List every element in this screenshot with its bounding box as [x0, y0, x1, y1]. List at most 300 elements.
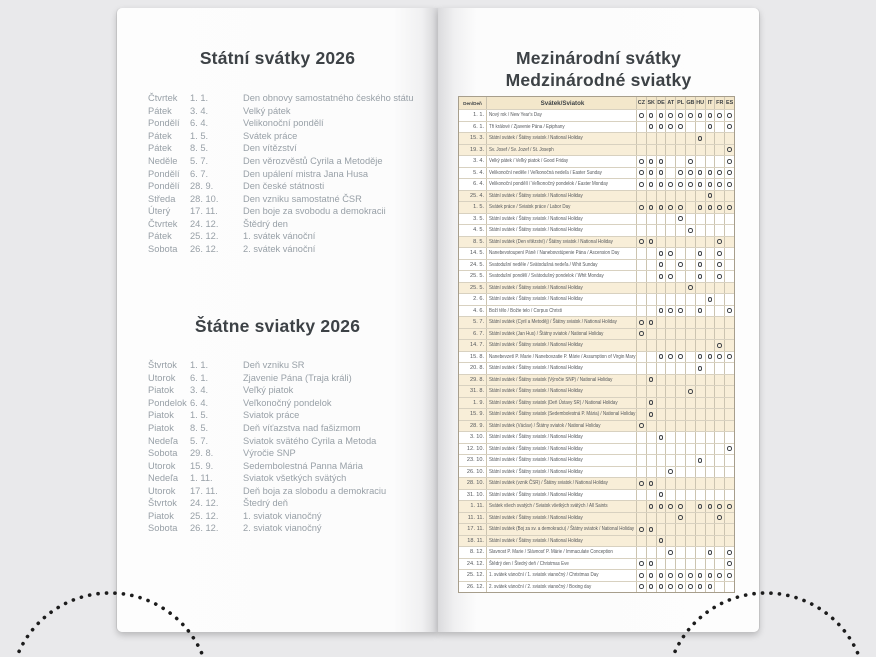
holiday-date: 14. 7.: [459, 340, 487, 351]
holiday-mark-circle: [698, 584, 703, 589]
table-row: [459, 466, 734, 478]
holiday-weekday: Pátek: [148, 231, 172, 242]
holiday-name: [487, 317, 637, 328]
table-row: [459, 385, 734, 397]
mark-cell-cz: [637, 122, 647, 133]
mark-cell-at: [666, 191, 676, 202]
mark-cell-pl: [676, 547, 686, 558]
mark-cell-fr: [715, 490, 725, 501]
czech-list-item: [148, 155, 426, 168]
mark-cell-sk: [647, 271, 657, 282]
holiday-name-text: Státní svátek (Boj za sv. a demokraciu) / Štátny sviatok / National Holiday: [489, 526, 635, 533]
column-header-country-gb: GB: [686, 97, 696, 109]
mark-cell-de: [657, 340, 667, 351]
mark-cell-hu: [696, 237, 706, 248]
mark-cell-cz: [637, 559, 647, 570]
mark-cell-at: [666, 421, 676, 432]
holiday-date: 3. 4.: [459, 156, 487, 167]
mark-cell-cz: [637, 501, 647, 512]
mark-cell-it: [706, 191, 716, 202]
holiday-name: [487, 513, 637, 524]
mark-cell-fr: [715, 260, 725, 271]
mark-cell-sk: [647, 145, 657, 156]
holiday-date: 3. 4.: [190, 105, 209, 116]
mark-cell-gb: [686, 409, 696, 420]
mark-cell-de: [657, 363, 667, 374]
mark-cell-gb: [686, 179, 696, 190]
mark-cell-fr: [715, 122, 725, 133]
slovak-list-item: [148, 372, 426, 385]
mark-cell-fr: [715, 432, 725, 443]
holiday-mark-circle: [727, 446, 732, 451]
mark-cell-de: [657, 271, 667, 282]
holiday-name: [487, 202, 637, 213]
holiday-mark-circle: [659, 504, 664, 509]
mark-cell-fr: [715, 271, 725, 282]
mark-cell-de: [657, 455, 667, 466]
holiday-weekday: Sobota: [148, 243, 178, 254]
table-header-row: [459, 97, 734, 109]
mark-cell-gb: [686, 340, 696, 351]
table-row: [459, 512, 734, 524]
mark-cell-sk: [647, 248, 657, 259]
holiday-name: Den věrozvěstů Cyrila a Metoděje: [243, 156, 383, 166]
mark-cell-sk: [647, 524, 657, 535]
mark-cell-cz: [637, 237, 647, 248]
mark-cell-pl: [676, 386, 686, 397]
holiday-mark-circle: [698, 262, 703, 267]
holiday-name: [487, 409, 637, 420]
holiday-name: [487, 168, 637, 179]
holiday-date: 28. 10.: [190, 193, 219, 204]
mark-cell-it: [706, 179, 716, 190]
holiday-name: Sedembolestná Panna Mária: [243, 460, 363, 471]
mark-cell-it: [706, 432, 716, 443]
holiday-mark-circle: [688, 113, 693, 118]
mark-cell-gb: [686, 271, 696, 282]
holiday-mark-circle: [659, 492, 664, 497]
mark-cell-hu: [696, 317, 706, 328]
slovak-holidays-list: [148, 359, 426, 535]
mark-cell-at: [666, 352, 676, 363]
mark-cell-at: [666, 340, 676, 351]
mark-cell-sk: [647, 363, 657, 374]
mark-cell-it: [706, 237, 716, 248]
mark-cell-fr: [715, 202, 725, 213]
mark-cell-pl: [676, 329, 686, 340]
mark-cell-pl: [676, 467, 686, 478]
mark-cell-it: [706, 398, 716, 409]
slovak-list-item: [148, 447, 426, 460]
mark-cell-es: [725, 386, 734, 397]
holiday-mark-circle: [727, 205, 732, 210]
table-row: [459, 109, 734, 121]
mark-cell-cz: [637, 283, 647, 294]
holiday-mark-circle: [659, 584, 664, 589]
table-row: [459, 546, 734, 558]
holiday-name-text: Státní svátek / Štátny sviatok / National Holiday: [489, 445, 583, 452]
mark-cell-pl: [676, 317, 686, 328]
holiday-name-text: Tři králové / Zjavenie Pána / Epiphany: [489, 123, 565, 130]
holiday-date: 26. 12.: [190, 523, 219, 534]
table-row: [459, 569, 734, 581]
mark-cell-sk: [647, 490, 657, 501]
mark-cell-fr: [715, 317, 725, 328]
mark-cell-it: [706, 248, 716, 259]
table-row: [459, 236, 734, 248]
holiday-mark-circle: [678, 504, 683, 509]
mark-cell-de: [657, 352, 667, 363]
slovak-list-item: [148, 359, 426, 372]
holiday-date: 28. 10.: [459, 478, 487, 489]
holiday-mark-circle: [717, 239, 722, 244]
mark-cell-hu: [696, 386, 706, 397]
holiday-name: [487, 110, 637, 121]
mark-cell-cz: [637, 524, 647, 535]
mark-cell-at: [666, 467, 676, 478]
mark-cell-pl: [676, 202, 686, 213]
mark-cell-hu: [696, 547, 706, 558]
mark-cell-it: [706, 570, 716, 581]
mark-cell-sk: [647, 536, 657, 547]
mark-cell-fr: [715, 582, 725, 593]
mark-cell-cz: [637, 260, 647, 271]
holiday-date: 1. 11.: [459, 501, 487, 512]
mark-cell-cz: [637, 191, 647, 202]
mark-cell-cz: [637, 547, 647, 558]
holiday-name: [487, 352, 637, 363]
holiday-mark-circle: [649, 205, 654, 210]
mark-cell-de: [657, 386, 667, 397]
mark-cell-es: [725, 179, 734, 190]
mark-cell-cz: [637, 582, 647, 593]
mark-cell-fr: [715, 375, 725, 386]
mark-cell-es: [725, 317, 734, 328]
holiday-name: Veľkonočný pondelok: [243, 397, 332, 408]
mark-cell-cz: [637, 375, 647, 386]
table-row: [459, 454, 734, 466]
mark-cell-gb: [686, 191, 696, 202]
mark-cell-at: [666, 501, 676, 512]
mark-cell-de: [657, 467, 667, 478]
mark-cell-gb: [686, 582, 696, 593]
holiday-mark-circle: [717, 343, 722, 348]
mark-cell-de: [657, 547, 667, 558]
mark-cell-gb: [686, 329, 696, 340]
mark-cell-cz: [637, 409, 647, 420]
mark-cell-hu: [696, 122, 706, 133]
mark-cell-es: [725, 248, 734, 259]
holiday-name: [487, 363, 637, 374]
czech-list-item: [148, 192, 426, 205]
holiday-name: [487, 145, 637, 156]
holiday-mark-circle: [659, 159, 664, 164]
mark-cell-fr: [715, 179, 725, 190]
holiday-date: 6. 4.: [459, 179, 487, 190]
mark-cell-es: [725, 191, 734, 202]
mark-cell-it: [706, 271, 716, 282]
holiday-date: 1. 5.: [190, 130, 209, 141]
mark-cell-sk: [647, 122, 657, 133]
holiday-mark-circle: [649, 573, 654, 578]
mark-cell-gb: [686, 363, 696, 374]
holiday-mark-circle: [698, 170, 703, 175]
holiday-mark-circle: [668, 469, 673, 474]
mark-cell-cz: [637, 225, 647, 236]
mark-cell-fr: [715, 156, 725, 167]
mark-cell-es: [725, 501, 734, 512]
mark-cell-de: [657, 432, 667, 443]
holiday-name-text: Státní svátek / Štátny sviatok (Výročie SNP) / National Holiday: [489, 376, 613, 383]
table-row: [459, 535, 734, 547]
mark-cell-sk: [647, 455, 657, 466]
holiday-name: [487, 340, 637, 351]
mark-cell-at: [666, 455, 676, 466]
mark-cell-gb: [686, 283, 696, 294]
table-row: [459, 523, 734, 535]
holiday-mark-circle: [727, 170, 732, 175]
mark-cell-gb: [686, 156, 696, 167]
mark-cell-hu: [696, 501, 706, 512]
mark-cell-es: [725, 490, 734, 501]
holiday-mark-circle: [727, 561, 732, 566]
holiday-mark-circle: [717, 504, 722, 509]
mark-cell-sk: [647, 513, 657, 524]
holiday-mark-circle: [639, 205, 644, 210]
holiday-mark-circle: [639, 182, 644, 187]
holiday-date: 15. 8.: [459, 352, 487, 363]
mark-cell-it: [706, 478, 716, 489]
holiday-date: 4. 6.: [459, 306, 487, 317]
mark-cell-it: [706, 133, 716, 144]
holiday-name: [487, 375, 637, 386]
holiday-name-text: Státní svátek / Štátny sviatok / National Holiday: [489, 284, 583, 291]
holiday-mark-circle: [727, 308, 732, 313]
mark-cell-it: [706, 306, 716, 317]
holiday-mark-circle: [708, 193, 713, 198]
holiday-date: 3. 4.: [190, 385, 209, 396]
holiday-date: 23. 10.: [459, 455, 487, 466]
mark-cell-gb: [686, 145, 696, 156]
holiday-name: [487, 283, 637, 294]
table-row: [459, 201, 734, 213]
czech-list-item: [148, 243, 426, 256]
holiday-date: 6. 7.: [190, 168, 209, 179]
mark-cell-it: [706, 145, 716, 156]
holiday-mark-circle: [717, 262, 722, 267]
mark-cell-at: [666, 145, 676, 156]
mark-cell-cz: [637, 490, 647, 501]
holiday-mark-circle: [649, 481, 654, 486]
holiday-name-text: Velikonoční neděle / Veľkonočná nedeľa / Easter Sunday: [489, 169, 602, 176]
holiday-mark-circle: [639, 584, 644, 589]
table-row: [459, 374, 734, 386]
mark-cell-cz: [637, 386, 647, 397]
mark-cell-de: [657, 559, 667, 570]
table-row: [459, 581, 734, 593]
mark-cell-cz: [637, 352, 647, 363]
holiday-mark-circle: [639, 159, 644, 164]
holiday-name-text: Sv. Josef / Sv. Jozef / St. Joseph: [489, 146, 554, 153]
mark-cell-cz: [637, 432, 647, 443]
mark-cell-pl: [676, 133, 686, 144]
holiday-name: [487, 179, 637, 190]
mark-cell-hu: [696, 110, 706, 121]
mark-cell-gb: [686, 513, 696, 524]
czech-list-item: [148, 142, 426, 155]
holiday-mark-circle: [708, 297, 713, 302]
mark-cell-sk: [647, 306, 657, 317]
mark-cell-de: [657, 444, 667, 455]
holiday-name: [487, 248, 637, 259]
holiday-date: 26. 10.: [459, 467, 487, 478]
holiday-mark-circle: [678, 573, 683, 578]
mark-cell-at: [666, 202, 676, 213]
holiday-name-text: Státní svátek / Štátny sviatok / National Holiday: [489, 135, 583, 142]
holiday-date: 5. 7.: [190, 156, 209, 166]
mark-cell-at: [666, 122, 676, 133]
mark-cell-sk: [647, 409, 657, 420]
mark-cell-sk: [647, 478, 657, 489]
mark-cell-es: [725, 444, 734, 455]
mark-cell-gb: [686, 386, 696, 397]
holiday-date: 31. 10.: [459, 490, 487, 501]
mark-cell-es: [725, 260, 734, 271]
holiday-date: 25. 12.: [190, 510, 219, 521]
slovak-list-item: [148, 409, 426, 422]
mark-cell-pl: [676, 582, 686, 593]
table-row: [459, 351, 734, 363]
table-row: [459, 155, 734, 167]
mark-cell-sk: [647, 179, 657, 190]
holiday-date: 17. 11.: [459, 524, 487, 535]
mark-cell-it: [706, 455, 716, 466]
mark-cell-fr: [715, 248, 725, 259]
holiday-mark-circle: [649, 400, 654, 405]
mark-cell-it: [706, 122, 716, 133]
mark-cell-it: [706, 202, 716, 213]
mark-cell-hu: [696, 214, 706, 225]
holiday-mark-circle: [688, 228, 693, 233]
holiday-mark-circle: [649, 504, 654, 509]
holiday-mark-circle: [717, 170, 722, 175]
mark-cell-pl: [676, 294, 686, 305]
slovak-list-item: [148, 510, 426, 523]
mark-cell-sk: [647, 444, 657, 455]
holiday-name-text: Státní svátek / Štátny sviatok / National Holiday: [489, 365, 583, 372]
mark-cell-pl: [676, 398, 686, 409]
mark-cell-cz: [637, 168, 647, 179]
mark-cell-hu: [696, 478, 706, 489]
mark-cell-pl: [676, 352, 686, 363]
mark-cell-de: [657, 398, 667, 409]
holiday-name-text: Státní svátek / Štátny sviatok (Sedembolestná P. Mária) / National Holiday: [489, 411, 636, 418]
slovak-list-item: [148, 434, 426, 447]
mark-cell-cz: [637, 294, 647, 305]
mark-cell-cz: [637, 145, 647, 156]
holiday-mark-circle: [639, 527, 644, 532]
mark-cell-cz: [637, 478, 647, 489]
holiday-weekday: Pátek: [148, 105, 172, 116]
holiday-name: 2. svátek vánoční: [243, 243, 316, 254]
holiday-date: 15. 3.: [459, 133, 487, 144]
mark-cell-hu: [696, 363, 706, 374]
holiday-name: [487, 444, 637, 455]
holiday-mark-circle: [649, 527, 654, 532]
slovak-list-item: [148, 484, 426, 497]
holiday-date: 6. 4.: [190, 118, 209, 129]
holiday-mark-circle: [649, 561, 654, 566]
mark-cell-es: [725, 168, 734, 179]
holiday-weekday: Utorok: [148, 460, 176, 471]
mark-cell-de: [657, 214, 667, 225]
holiday-name: [487, 271, 637, 282]
mark-cell-gb: [686, 547, 696, 558]
mark-cell-sk: [647, 340, 657, 351]
holiday-weekday: Piatok: [148, 423, 174, 433]
table-row: [459, 431, 734, 443]
holiday-mark-circle: [659, 538, 664, 543]
holiday-name: Den české státnosti: [243, 181, 325, 192]
holiday-mark-circle: [708, 550, 713, 555]
mark-cell-hu: [696, 582, 706, 593]
table-row: [459, 316, 734, 328]
czech-list-item: [148, 205, 426, 218]
holiday-mark-circle: [659, 308, 664, 313]
holiday-mark-circle: [639, 320, 644, 325]
mark-cell-sk: [647, 398, 657, 409]
holiday-mark-circle: [659, 354, 664, 359]
holiday-mark-circle: [649, 170, 654, 175]
mark-cell-es: [725, 375, 734, 386]
mark-cell-de: [657, 524, 667, 535]
mark-cell-es: [725, 237, 734, 248]
holiday-mark-circle: [717, 182, 722, 187]
title-line-slovak: Medzinárodné sviatky: [505, 69, 692, 90]
mark-cell-gb: [686, 225, 696, 236]
holiday-date: 1. 1.: [190, 93, 209, 104]
holiday-name: Den upálení mistra Jana Husa: [243, 168, 369, 179]
mark-cell-at: [666, 317, 676, 328]
holiday-name: [487, 122, 637, 133]
slovak-list-item: [148, 459, 426, 472]
mark-cell-fr: [715, 214, 725, 225]
column-header-holiday-label: Svátek/Sviatok: [540, 99, 585, 107]
mark-cell-pl: [676, 478, 686, 489]
mark-cell-pl: [676, 432, 686, 443]
mark-cell-fr: [715, 467, 725, 478]
mark-cell-de: [657, 478, 667, 489]
holiday-name-text: Slavnost P. Marie / Slávnosť P. Márie / Immaculate Conception: [489, 549, 613, 556]
holiday-mark-circle: [698, 182, 703, 187]
holiday-name-text: Státní svátek / Štátny sviatok / National Holiday: [489, 537, 583, 544]
holiday-date: 26. 12.: [459, 582, 487, 593]
holiday-weekday: Čtvrtek: [148, 93, 178, 104]
mark-cell-sk: [647, 432, 657, 443]
mark-cell-fr: [715, 352, 725, 363]
holiday-name-text: Štědrý den / Štedrý deň / Christmas Eve: [489, 560, 569, 567]
mark-cell-fr: [715, 570, 725, 581]
holiday-name: Svátek práce: [243, 130, 298, 141]
holiday-name-text: Státní svátek (Jan Hus) / Štátny sviatok / National Holiday: [489, 330, 604, 337]
holiday-mark-circle: [668, 573, 673, 578]
table-row: [459, 213, 734, 225]
mark-cell-es: [725, 559, 734, 570]
mark-cell-it: [706, 225, 716, 236]
holiday-date: 1. 1.: [459, 110, 487, 121]
mark-cell-it: [706, 352, 716, 363]
mark-cell-de: [657, 225, 667, 236]
